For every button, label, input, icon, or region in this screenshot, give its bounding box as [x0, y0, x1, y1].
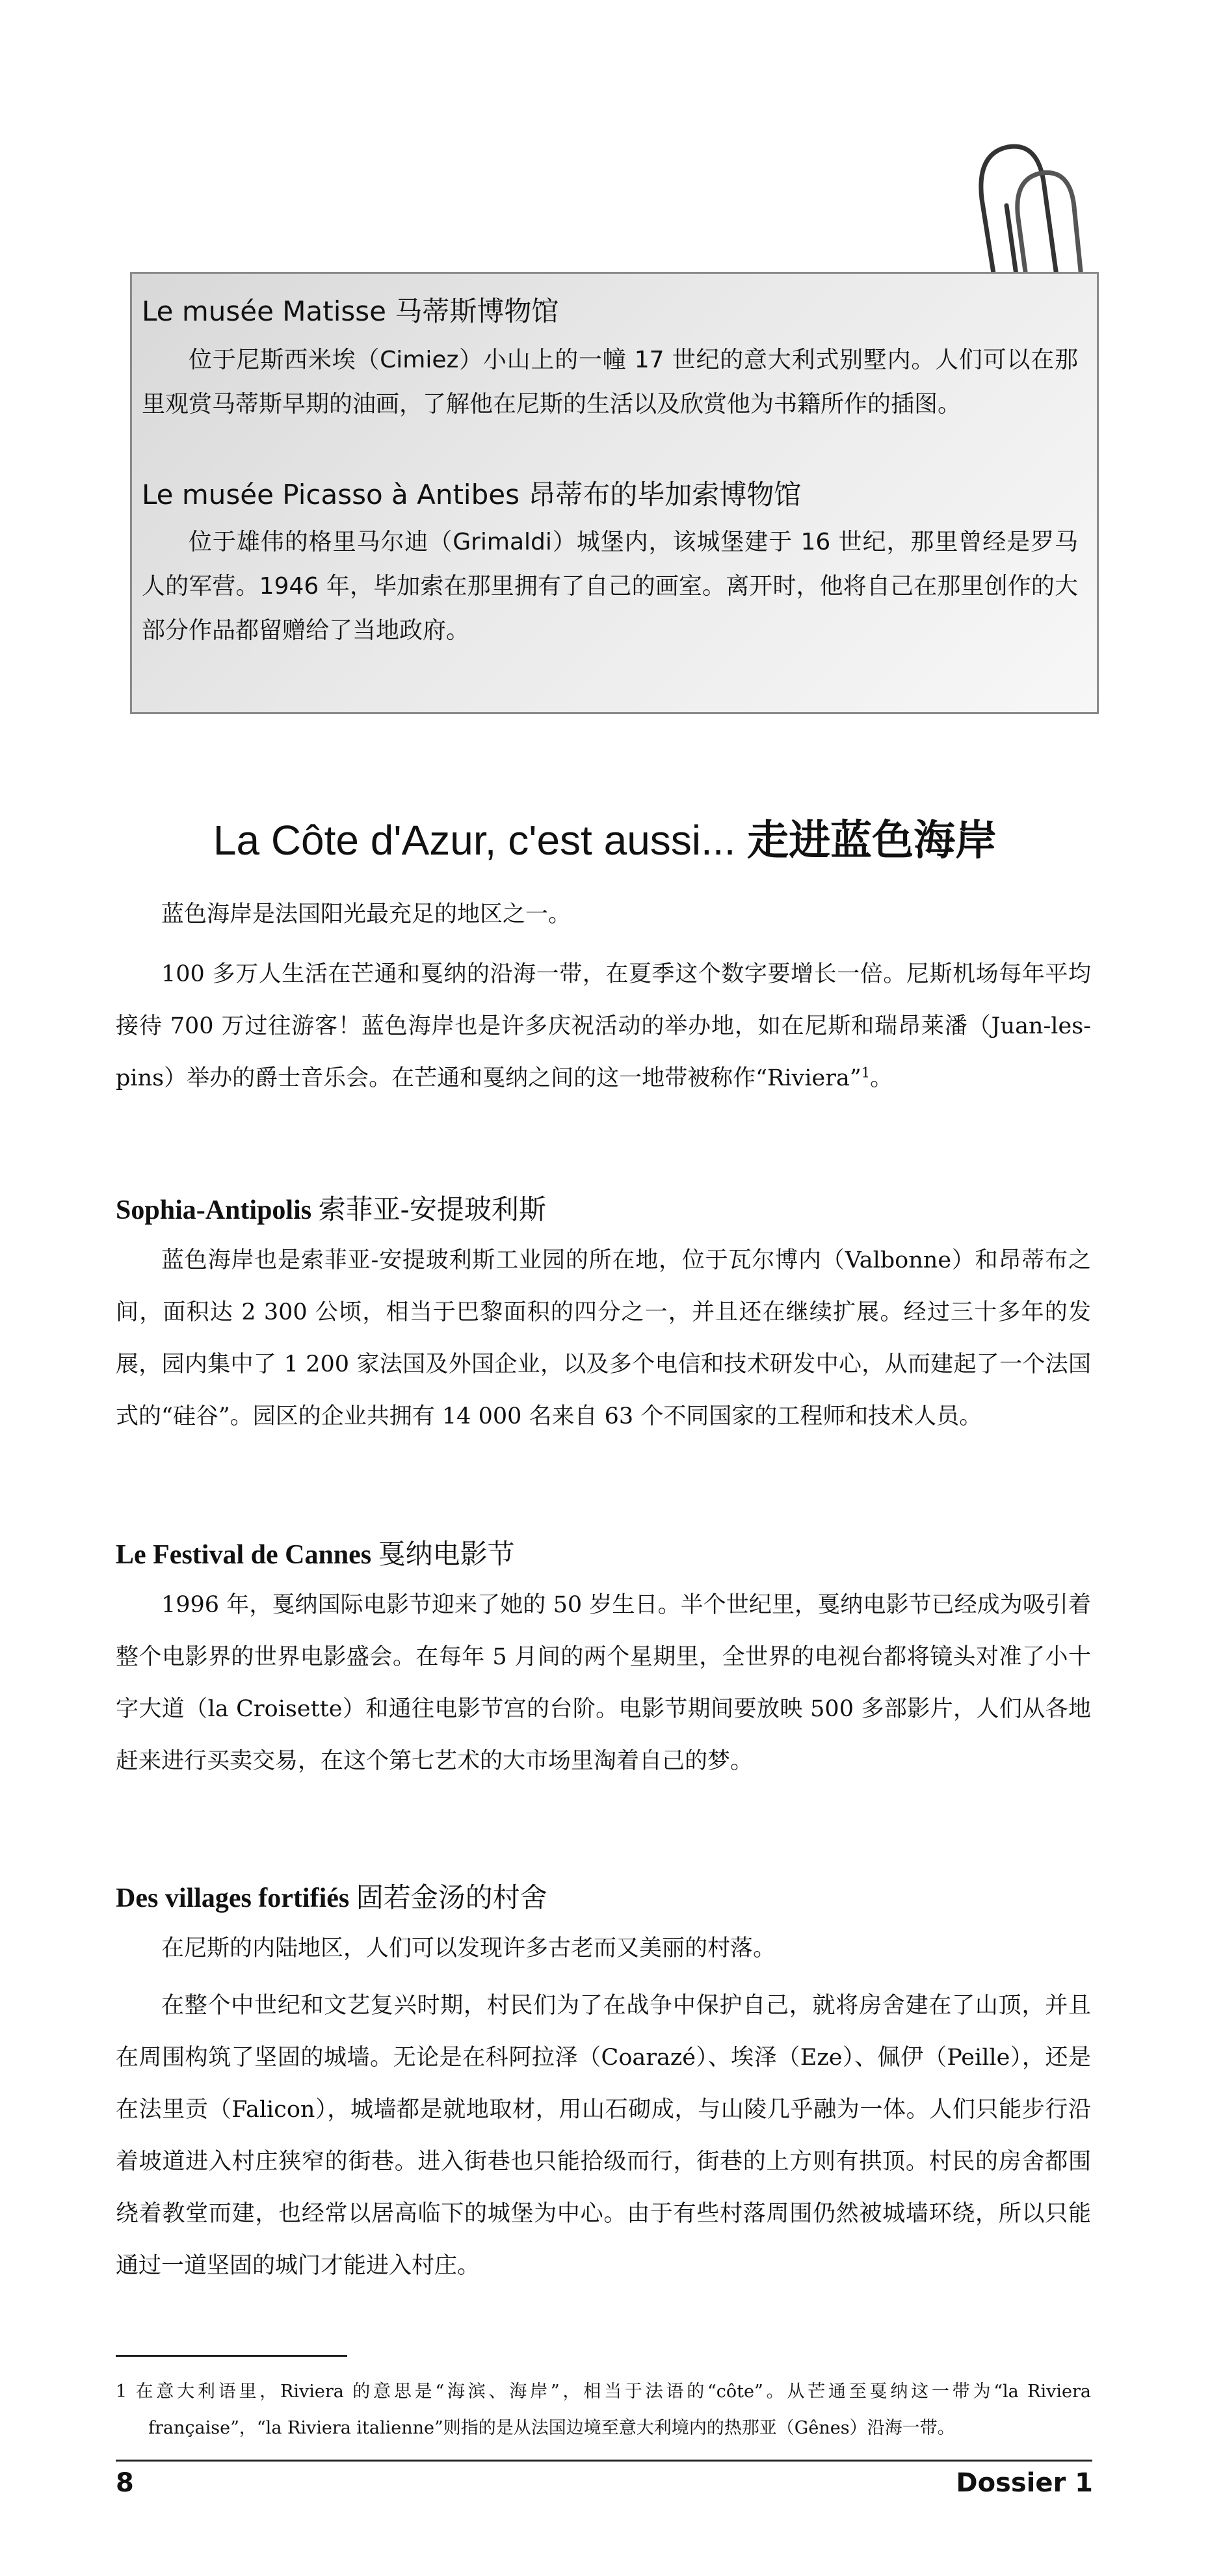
intro-paragraph-2 — [116, 948, 1091, 1104]
section-paragraph-sophia: 蓝色海岸也是索菲亚-安提玻利斯工业园的所在地，位于瓦尔博内（Valbonne）和昂蒂布之间，面积达 2 300 公顷，相当于巴黎面积的四分之一，并且还在继续扩展。经过三十多年的发展，园内集中了 1 200 家法国及外国企业，以及多个电信和技术研发中心，从而建起了一个法国式的“硅谷”。园区的企业共拥有 14 000 名来自 63 个不同国家的工程师和技术人员。 — [116, 1247, 1091, 1429]
section-paragraph-cannes: 1996 年，戛纳国际电影节迎来了她的 50 岁生日。半个世纪里，戛纳电影节已经成为吸引着整个电影界的世界电影盛会。在每年 5 月间的两个星期里，全世界的电视台都将镜头对准了小十字大道（la Croisette）和通往电影节宫的台阶。电影节期间要放映 500 多部影片，人们从各地赶来进行买卖交易，在这个第七艺术的大市场里淘着自己的梦。 — [116, 1592, 1091, 1774]
footer-divider — [116, 2460, 1092, 2462]
page-title-zh: 走进蓝色海岸 — [747, 816, 997, 865]
footnote-ref: 1 — [861, 1065, 871, 1081]
footnote: 1 在意大利语里，Riviera 的意思是“海滨、海岸”，相当于法语的“côte”。从芒通至戛纳这一带为“la Riviera française”，“la Riviera italienne”则指的是从法国边境至意大利境内的热那亚（Gênes）沿海一带。 — [116, 2382, 1091, 2438]
section-title-fr: Le Festival de Cannes — [116, 1540, 372, 1570]
section-paragraph-villages-1: 在尼斯的内陆地区，人们可以发现许多古老而又美丽的村落。 — [161, 1935, 776, 1961]
section-title-villages — [116, 1878, 1091, 1918]
page-title — [130, 814, 1080, 867]
dossier-label: Dossier 1 — [956, 2468, 1093, 2498]
footnote-divider — [116, 2355, 347, 2357]
intro-p2-end: 。 — [870, 1065, 893, 1091]
section-title-cannes — [116, 1535, 1091, 1574]
page-title-fr: La Côte d'Azur, c'est aussi... — [213, 817, 736, 864]
matisse-title: Le musée Matisse 马蒂斯博物馆 — [142, 295, 559, 327]
section-title-zh: 固若金汤的村舍 — [356, 1881, 547, 1913]
section-title-fr: Sophia-Antipolis — [116, 1195, 312, 1225]
section-title-sophia — [116, 1190, 1091, 1230]
matisse-text: 位于尼斯西米埃（Cimiez）小山上的一幢 17 世纪的意大利式别墅内。人们可以在那里观赏马蒂斯早期的油画，了解他在尼斯的生活以及欣赏他为书籍所作的插图。 — [142, 347, 1078, 418]
section-title-zh: 索菲亚-安提玻利斯 — [318, 1193, 546, 1225]
section-title-zh: 戛纳电影节 — [378, 1538, 515, 1570]
picasso-title: Le musée Picasso à Antibes 昂蒂布的毕加索博物馆 — [142, 479, 802, 511]
page-number: 8 — [116, 2468, 134, 2498]
picasso-text: 位于雄伟的格里马尔迪（Grimaldi）城堡内，该城堡建于 16 世纪，那里曾经是罗马人的军营。1946 年，毕加索在那里拥有了自己的画室。离开时，他将自己在那里创作的大部分作品都留赠给了当地政府。 — [142, 529, 1078, 644]
intro-paragraph-1: 蓝色海岸是法国阳光最充足的地区之一。 — [161, 901, 572, 927]
intro-p2-text: 100 多万人生活在芒通和戛纳的沿海一带，在夏季这个数字要增长一倍。尼斯机场每年平均接待 700 万过往游客！蓝色海岸也是许多庆祝活动的举办地，如在尼斯和瑞昂莱潘（Juan-les-pins）举办的爵士音乐会。在芒通和戛纳之间的这一地带被称作“Riviera” — [116, 961, 1091, 1091]
section-title-fr: Des villages fortifiés — [116, 1883, 350, 1913]
section-paragraph-villages-2: 在整个中世纪和文艺复兴时期，村民们为了在战争中保护自己，就将房舍建在了山顶，并且在周围构筑了坚固的城墙。无论是在科阿拉泽（Coarazé）、埃泽（Eze）、佩伊（Peille），还是在法里贡（Falicon），城墙都是就地取材，用山石砌成，与山陵几乎融为一体。人们只能步行沿着坡道进入村庄狭窄的街巷。进入街巷也只能拾级而行，街巷的上方则有拱顶。村民的房舍都围绕着教堂而建，也经常以居高临下的城堡为中心。由于有些村落周围仍然被城墙环绕，所以只能通过一道坚固的城门才能进入村庄。 — [116, 1993, 1091, 2279]
